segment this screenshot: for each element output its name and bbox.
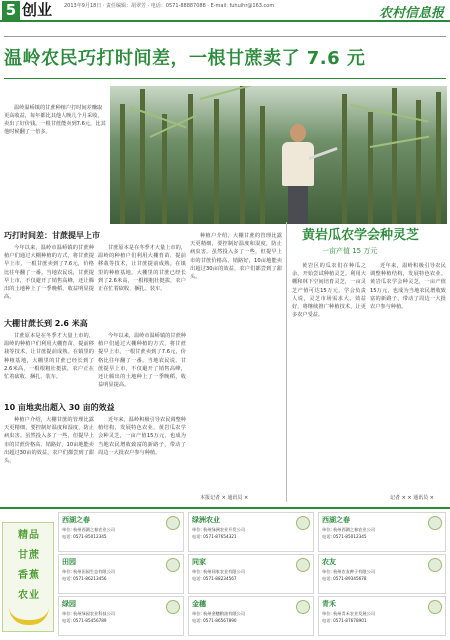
ad-product-icon <box>428 516 442 530</box>
section-title-3: 10 亩地卖出超入 30 亩的效益 <box>4 403 115 412</box>
ad-grid <box>58 512 446 636</box>
farmer-figure <box>280 124 316 224</box>
newspaper-brand: 农村信息报 <box>378 6 444 21</box>
ad-phone: 电话: 0571-86567890 <box>192 618 237 623</box>
section-number: 5 <box>2 1 20 20</box>
ad-company: 单位: 杭州青禾农业发展公司 <box>322 611 375 616</box>
ad-cell[interactable] <box>188 554 314 594</box>
ad-vertical-text-4: 农业 <box>18 590 40 601</box>
ad-logo: 绿园 <box>62 599 76 608</box>
ad-logo: 青禾 <box>322 599 336 608</box>
masthead-meta: 2013年9月18日 · 责任编辑：胡翠芳 · 电话：0571-88887088 · E-mail: fuhuihr@163.com <box>64 3 275 9</box>
section-title-1: 巧打时间差：甘蔗提早上市 <box>4 231 100 240</box>
ad-company: 单位: 杭州西湖之春农业公司 <box>62 527 115 532</box>
ad-product-icon <box>296 600 310 614</box>
ad-cell[interactable] <box>318 554 446 594</box>
photo-caption: 温岭温峤镇的甘蔗种植户打时间差赚取更高收益，每年都比其他人晚几个月采收，卖出了好价钱。一根甘蔗能卖到7.6元，比其他时候翻了一倍多。 <box>4 105 106 135</box>
ad-product-icon <box>166 558 180 572</box>
section-name: 创业 <box>22 1 53 19</box>
ad-company: 单位: 杭州绿园农业科技公司 <box>62 611 115 616</box>
ad-cell[interactable] <box>58 512 184 552</box>
ad-logo: 田园 <box>62 557 76 566</box>
ad-phone: 电话: 0571-88234567 <box>192 576 237 581</box>
ad-vertical-text-3: 香蕉 <box>18 570 40 581</box>
ad-phone: 电话: 0571-86213456 <box>62 576 107 581</box>
article-col-3: 种植户介绍，大棚甘蔗的管理比露天更精细，要控制好温度和湿度，防止病虫害。虽然投入多了一些，但提早上市的甘蔗价格高、销路好，10亩地能卖出超过30亩的效益，农户们都尝到了甜头。 <box>190 233 282 281</box>
column-divider <box>286 222 287 502</box>
article-col-2: 甘蔗原本是在冬季才大量上市的，温岭的种植户们利用大棚育苗、提前移栽等技术，让甘蔗提前成熟。在镇里的种植基地，大棚里的甘蔗已经长到了2.6米高，一根根粗壮挺拔，农户正在忙着砍收、捆扎、装车。 <box>98 245 186 293</box>
headline-rule <box>4 78 446 79</box>
ad-phone: 电话: 0571-85012345 <box>322 534 367 539</box>
article-col-2b: 今年以来，温岭市温峤镇的甘蔗种植户们通过大棚种植的方式，将甘蔗提早上市，一根甘蔗卖到了7.6元，价格比往年翻了一番。当地农民说，甘蔗提早上市，不仅避开了销售高峰，还让腾出的土地种上了一季晚稻，收益明显提高。 <box>98 333 186 389</box>
ad-product-icon <box>166 600 180 614</box>
ad-phone: 电话: 0571-87654321 <box>192 534 237 539</box>
ad-phone: 电话: 0571-89345678 <box>322 576 367 581</box>
ad-cell[interactable] <box>318 512 446 552</box>
ad-logo: 西湖之春 <box>322 515 350 524</box>
ad-company: 单位: 杭州田园生态有限公司 <box>62 569 115 574</box>
ad-product-icon <box>296 558 310 572</box>
ad-logo: 农友 <box>322 557 336 566</box>
article-col-1b: 甘蔗原本是在冬季才大量上市的，温岭的种植户们利用大棚育苗、提前移栽等技术，让甘蔗提前成熟。在镇里的种植基地，大棚里的甘蔗已经长到了2.6米高，一根根粗壮挺拔，农户正在忙着砍收、捆扎、装车。 <box>4 333 94 381</box>
ad-company: 单位: 杭州金穗粮油有限公司 <box>192 611 245 616</box>
top-rule <box>4 36 446 37</box>
side-story-title: 黄岩瓜农学会种灵芝 <box>302 228 420 243</box>
masthead <box>0 0 450 22</box>
ad-logo: 同家 <box>192 557 206 566</box>
ad-cell[interactable] <box>188 596 314 636</box>
article-col-1c: 种植户介绍，大棚甘蔗的管理比露天更精细，要控制好温度和湿度，防止病虫害。虽然投入多了一些，但提早上市的甘蔗价格高、销路好，10亩地能卖出超过30亩的效益，农户们都尝到了甜头。 <box>4 417 94 465</box>
ad-vertical-text-2: 甘蔗 <box>18 550 40 561</box>
vertical-ad-banner[interactable] <box>2 522 54 632</box>
ad-logo: 绿洲农业 <box>192 515 220 524</box>
ad-logo: 西湖之春 <box>62 515 90 524</box>
ad-product-icon <box>428 600 442 614</box>
ad-company: 单位: 杭州西湖之春农业公司 <box>322 527 375 532</box>
ad-phone: 电话: 0571-85012345 <box>62 534 107 539</box>
ad-product-icon <box>428 558 442 572</box>
section-title-2: 大棚甘蔗长到 2.6 米高 <box>4 319 88 328</box>
ad-company: 单位: 杭州绿洲农业开发公司 <box>192 527 245 532</box>
author-left: 本报记者 × 通讯员 × <box>200 495 249 501</box>
ad-company: 单位: 杭州农友种子有限公司 <box>322 569 375 574</box>
page-headline: 温岭农民巧打时间差，一根甘蔗卖了 7.6 元 <box>4 48 366 69</box>
ad-cell[interactable] <box>58 554 184 594</box>
ad-product-icon <box>296 516 310 530</box>
ad-vertical-text-1: 精品 <box>18 530 40 541</box>
ad-phone: 电话: 0571-87678901 <box>322 618 367 623</box>
ad-cell[interactable] <box>188 512 314 552</box>
banana-icon <box>9 607 49 625</box>
ad-logo: 金穗 <box>192 599 206 608</box>
side-story-subtitle: 一亩产值 15 万元 <box>322 247 378 255</box>
sugarcane-photo <box>110 86 447 224</box>
side-article-col-2: 近年来，温岭积极引导农民调整种植结构，发展特色农业。黄岩瓜农学会种灵芝，一亩产值15万元，也成为当地农民增收致富的新路子，带动了周边一大批农户参与种植。 <box>370 263 446 311</box>
ad-cell[interactable] <box>318 596 446 636</box>
ad-company: 单位: 杭州同家农业有限公司 <box>192 569 245 574</box>
ad-phone: 电话: 0571-85456789 <box>62 618 107 623</box>
article-col-1: 今年以来，温岭市温峤镇的甘蔗种植户们通过大棚种植的方式，将甘蔗提早上市，一根甘蔗卖到了7.6元，价格比往年翻了一番。当地农民说，甘蔗提早上市，不仅避开了销售高峰，还让腾出的土地种上了一季晚稻，收益明显提高。 <box>4 245 94 301</box>
ad-cell[interactable] <box>58 596 184 636</box>
article-col-2c: 近年来，温岭积极引导农民调整种植结构，发展特色农业。黄岩瓜农学会种灵芝，一亩产值15万元，也成为当地农民增收致富的新路子，带动了周边一大批农户参与种植。 <box>98 417 186 456</box>
side-article-col-1: 黄岩区的瓜农们在种瓜之余，开始尝试种植灵芝。利用大棚和林下空间培育灵芝，一亩灵芝产值可达15万元。学会负责人说，灵芝市场需求大、效益好，将继续推广种植技术，让更多农户受益。 <box>292 263 366 319</box>
ad-product-icon <box>166 516 180 530</box>
author-right: 记者 × × 通讯员 × <box>390 495 434 501</box>
